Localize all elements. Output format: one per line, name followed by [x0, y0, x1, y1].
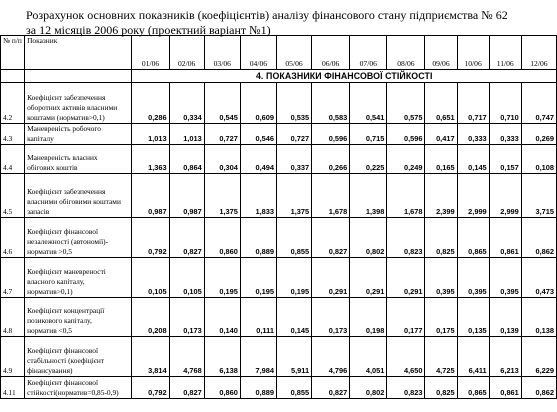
value-cell: 0,111 [240, 298, 276, 337]
value-cell: 1,678 [387, 174, 425, 218]
value-cell: 0,861 [489, 218, 521, 258]
table-row [1, 298, 557, 337]
indicator-name-line: запасів [27, 207, 50, 216]
header-row [1, 36, 557, 70]
indicator-name-line: Коефіцієнт маневреності [27, 267, 106, 276]
value-cell: 0,855 [276, 218, 311, 258]
indicator-name-line: норматив >0,5 [27, 247, 72, 256]
indicator-name [25, 218, 132, 258]
value-cell: 0,802 [350, 218, 387, 258]
value-cell: 0,165 [425, 145, 457, 174]
value-cell: 0,334 [169, 83, 204, 124]
table-row [1, 83, 557, 124]
indicator-name-line: Коефіцієнт фінансової [27, 346, 99, 355]
value-cell: 0,827 [169, 218, 204, 258]
value-cell: 0,105 [132, 258, 169, 298]
table-row [1, 337, 557, 377]
value-cell: 1,375 [276, 174, 311, 218]
header-month: 12/06 [521, 36, 556, 70]
value-cell: 0,145 [276, 298, 311, 337]
value-cell: 2,999 [489, 174, 521, 218]
indicator-name-line: норматив>0,1) [27, 287, 73, 296]
indicator-name-line: норматив <0,5 [27, 326, 72, 335]
header-month: 07/06 [350, 36, 387, 70]
value-cell: 0,140 [204, 298, 240, 337]
section-empty-cell [25, 70, 132, 83]
value-cell: 0,175 [425, 298, 457, 337]
row-number: 4.7 [1, 258, 25, 298]
value-cell: 1,013 [169, 124, 204, 145]
value-cell: 0,792 [132, 377, 169, 399]
value-cell: 0,862 [521, 377, 556, 399]
value-cell: 0,291 [350, 258, 387, 298]
value-cell: 0,138 [521, 298, 556, 337]
value-cell: 2,399 [425, 174, 457, 218]
indicator-name-line: обігових коштів [27, 163, 78, 172]
indicator-name-line: оборотних активів власними [27, 103, 118, 112]
header-month: 10/06 [457, 36, 489, 70]
value-cell: 0,862 [521, 218, 556, 258]
value-cell: 6,229 [521, 337, 556, 377]
value-cell: 1,833 [240, 174, 276, 218]
table-row [1, 258, 557, 298]
value-cell: 1,678 [312, 174, 350, 218]
indicator-name-line: капіталу [27, 134, 54, 143]
row-number: 4.11 [1, 377, 25, 399]
value-cell: 0,715 [350, 124, 387, 145]
indicator-name-line: фінансування) [27, 366, 73, 375]
value-cell: 6,411 [457, 337, 489, 377]
section-header-row [1, 70, 557, 83]
value-cell: 1,363 [132, 145, 169, 174]
header-month: 08/06 [387, 36, 425, 70]
value-cell: 0,546 [240, 124, 276, 145]
value-cell: 0,987 [132, 174, 169, 218]
row-number: 4.4 [1, 145, 25, 174]
value-cell: 0,198 [350, 298, 387, 337]
indicator-name-line: стійкості(норматив=0,85-0,9) [27, 388, 119, 397]
indicator-name [25, 377, 132, 399]
value-cell: 0,596 [387, 124, 425, 145]
value-cell: 0,135 [457, 298, 489, 337]
header-month: 05/06 [276, 36, 311, 70]
header-month: 01/06 [132, 36, 169, 70]
section-title: 4. ПОКАЗНИКИ ФІНАНСОВОЇ СТІЙКОСТІ [132, 70, 557, 83]
value-cell: 0,861 [489, 377, 521, 399]
indicator-name-line: Маневреність робочого [27, 124, 101, 133]
value-cell: 0,473 [521, 258, 556, 298]
value-cell: 0,747 [521, 83, 556, 124]
value-cell: 1,375 [204, 174, 240, 218]
value-cell: 0,195 [204, 258, 240, 298]
indicator-name [25, 258, 132, 298]
header-no: № п/п [1, 36, 25, 70]
header-month: 11/06 [489, 36, 521, 70]
value-cell: 0,177 [387, 298, 425, 337]
value-cell: 0,266 [312, 145, 350, 174]
value-cell: 0,395 [425, 258, 457, 298]
value-cell: 0,792 [132, 218, 169, 258]
indicator-name-line: Коефіцієнт концентрації [27, 306, 105, 315]
value-cell: 1,398 [350, 174, 387, 218]
indicator-name [25, 124, 132, 145]
value-cell: 0,825 [425, 377, 457, 399]
value-cell: 0,855 [276, 377, 311, 399]
table-row [1, 218, 557, 258]
value-cell: 0,827 [169, 377, 204, 399]
table-row [1, 377, 557, 399]
value-cell: 0,291 [387, 258, 425, 298]
value-cell: 0,987 [169, 174, 204, 218]
value-cell: 0,710 [489, 83, 521, 124]
indicator-name [25, 174, 132, 218]
value-cell: 1,013 [132, 124, 169, 145]
value-cell: 0,865 [457, 377, 489, 399]
value-cell: 6,138 [204, 337, 240, 377]
value-cell: 0,269 [521, 124, 556, 145]
value-cell: 0,304 [204, 145, 240, 174]
indicator-name-line: незалежності (автономії)- [27, 237, 109, 246]
document-title: Розрахунок основних показників (коефіцієнтів) аналізу фінансового стану підприємства № 62 [26, 8, 508, 22]
value-cell: 0,823 [387, 377, 425, 399]
value-cell: 0,717 [457, 83, 489, 124]
financial-indicators-table [0, 35, 557, 399]
header-month: 02/06 [169, 36, 204, 70]
header-month: 09/06 [425, 36, 457, 70]
indicator-name-line: власного капіталу, [27, 277, 85, 286]
value-cell: 0,864 [169, 145, 204, 174]
table-row [1, 174, 557, 218]
indicator-name-line: Коефіцієнт фінансової [27, 227, 99, 236]
value-cell: 0,195 [240, 258, 276, 298]
indicator-name-line: Коефіцієнт забезпечення [27, 93, 106, 102]
value-cell: 0,225 [350, 145, 387, 174]
row-number: 4.5 [1, 174, 25, 218]
row-number: 4.9 [1, 337, 25, 377]
value-cell: 0,609 [240, 83, 276, 124]
row-number: 4.3 [1, 124, 25, 145]
value-cell: 2,999 [457, 174, 489, 218]
value-cell: 0,333 [489, 124, 521, 145]
indicator-name-line: позикового капіталу, [27, 316, 92, 325]
value-cell: 0,823 [387, 218, 425, 258]
value-cell: 0,494 [240, 145, 276, 174]
value-cell: 0,583 [312, 83, 350, 124]
indicator-name-line: Коефіцієнт забезпечення [27, 187, 106, 196]
value-cell: 4,796 [312, 337, 350, 377]
value-cell: 0,108 [521, 145, 556, 174]
value-cell: 0,286 [132, 83, 169, 124]
value-cell: 0,173 [169, 298, 204, 337]
value-cell: 0,889 [240, 377, 276, 399]
value-cell: 4,768 [169, 337, 204, 377]
value-cell: 0,860 [204, 218, 240, 258]
value-cell: 5,911 [276, 337, 311, 377]
value-cell: 0,145 [457, 145, 489, 174]
value-cell: 7,984 [240, 337, 276, 377]
value-cell: 0,860 [204, 377, 240, 399]
value-cell: 4,051 [350, 337, 387, 377]
value-cell: 0,333 [457, 124, 489, 145]
value-cell: 0,865 [457, 218, 489, 258]
value-cell: 0,727 [204, 124, 240, 145]
value-cell: 0,157 [489, 145, 521, 174]
indicator-name-line: коштами (норматив>0,1) [27, 113, 105, 122]
value-cell: 0,545 [204, 83, 240, 124]
row-number: 4.6 [1, 218, 25, 258]
indicator-name-line: Коефіцієнт фінансової [27, 378, 99, 387]
value-cell: 0,105 [169, 258, 204, 298]
value-cell: 0,541 [350, 83, 387, 124]
indicator-name [25, 83, 132, 124]
value-cell: 0,337 [276, 145, 311, 174]
indicator-name-line: Маневреність власних [27, 153, 98, 162]
value-cell: 0,395 [457, 258, 489, 298]
value-cell: 0,139 [489, 298, 521, 337]
indicator-name-line: стабільності (коефіцієнт [27, 356, 105, 365]
value-cell: 0,802 [350, 377, 387, 399]
value-cell: 0,651 [425, 83, 457, 124]
section-empty-cell [1, 70, 25, 83]
document-subtitle: за 12 місяців 2006 року (проектний варіант №1) [26, 23, 271, 37]
value-cell: 0,535 [276, 83, 311, 124]
indicator-name-line: власними обіговими коштами [27, 197, 121, 206]
header-month: 04/06 [240, 36, 276, 70]
indicator-name [25, 145, 132, 174]
value-cell: 0,208 [132, 298, 169, 337]
value-cell: 4,650 [387, 337, 425, 377]
value-cell: 6,213 [489, 337, 521, 377]
value-cell: 0,825 [425, 218, 457, 258]
value-cell: 0,417 [425, 124, 457, 145]
indicator-name [25, 298, 132, 337]
value-cell: 0,596 [312, 124, 350, 145]
indicator-name [25, 337, 132, 377]
table-row [1, 145, 557, 174]
value-cell: 0,249 [387, 145, 425, 174]
value-cell: 0,889 [240, 218, 276, 258]
header-indicator: Показник [25, 36, 132, 70]
row-number: 4.2 [1, 83, 25, 124]
value-cell: 4,725 [425, 337, 457, 377]
value-cell: 3,715 [521, 174, 556, 218]
value-cell: 0,727 [276, 124, 311, 145]
value-cell: 0,395 [489, 258, 521, 298]
value-cell: 0,291 [312, 258, 350, 298]
header-month: 06/06 [312, 36, 350, 70]
value-cell: 0,827 [312, 377, 350, 399]
value-cell: 0,827 [312, 218, 350, 258]
value-cell: 0,195 [276, 258, 311, 298]
value-cell: 3,814 [132, 337, 169, 377]
value-cell: 0,575 [387, 83, 425, 124]
table-row [1, 124, 557, 145]
row-number: 4.8 [1, 298, 25, 337]
header-month: 03/06 [204, 36, 240, 70]
value-cell: 0,173 [312, 298, 350, 337]
